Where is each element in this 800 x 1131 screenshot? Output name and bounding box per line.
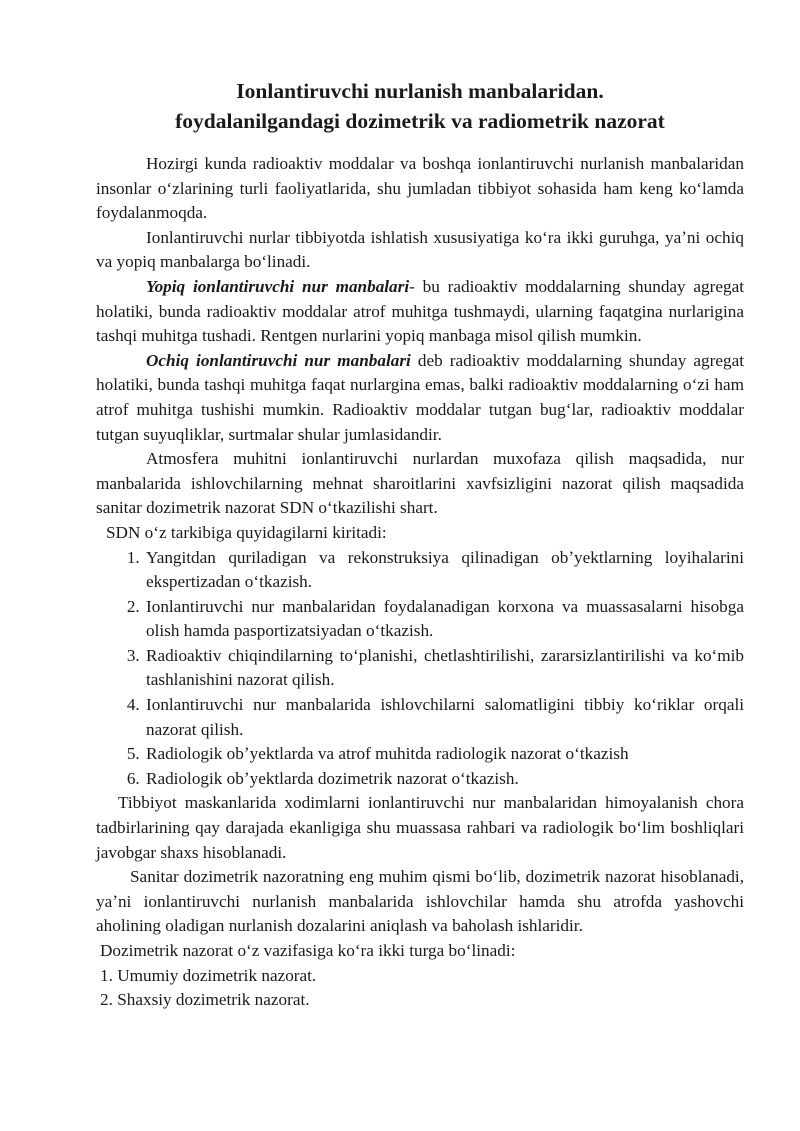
list-item: 2. Ionlantiruvchi nur manbalaridan foydalanadigan korxona va muassasalarni hisobga olish hamda pasportizatsiyadan oʻtkazish.: [144, 595, 744, 644]
control-type-item: 1. Umumiy dozimetrik nazorat.: [100, 965, 317, 985]
paragraph-closed-sources: [96, 275, 744, 349]
paragraph-responsibility: Tibbiyot maskanlarida xodimlarni ionlantiruvchi nur manbalaridan himoyalanish chora tadbirlarining qay darajada ekanligiga shu muassasa rahbari va radiologik boʻlim boshliqlari javobgar shaxs hisoblanadi.: [96, 793, 744, 862]
paragraph-open-sources: [96, 349, 744, 447]
title-line-2: foydalanilgandagi dozimetrik va radiometrik nazorat: [175, 109, 665, 133]
paragraph-classification: Ionlantiruvchi nurlar tibbiyotda ishlatish xususiyatiga koʻra ikki guruhga, yaʼni ochiq va yopiq manbalarga boʻlinadi.: [96, 227, 744, 272]
document-page: [96, 76, 744, 1013]
control-type-item: 2. Shaxsiy dozimetrik nazorat.: [100, 990, 310, 1010]
term-open-sources: Ochiq ionlantiruvchi nur manbalari: [146, 350, 411, 370]
definition-open-sources: deb radioaktiv moddalarning shunday agregat holatiki, bunda tashqi muhitga faqat nurlargina emas, balki radioaktiv moddalarning oʻzi ham atrof muhitga tushishi mumkin. Radioaktiv moddalar tutgan bugʻlar, radioaktiv moddalar tutgan suyuqliklar, surtmalar shular jumlasidandir.: [96, 350, 744, 444]
term-closed-sources: Yopiq ionlantiruvchi nur manbalari: [146, 276, 410, 296]
list-item: 1. Yangitdan quriladigan va rekonstruksiya qilinadigan obʼyektlarning loyihalarini ekspertizadan oʻtkazish.: [144, 546, 744, 595]
list-item: 4. Ionlantiruvchi nur manbalarida ishlovchilarni salomatligini tibbiy koʻriklar orqali nazorat qilish.: [144, 693, 744, 742]
paragraph-intro: Hozirgi kunda radioaktiv moddalar va boshqa ionlantiruvchi nurlanish manbalaridan insonlar oʻzlarining turli faoliyatlarida, shu jumladan tibbiyot sohasida ham keng koʻlamda foydalanmoqda.: [96, 154, 744, 223]
paragraph-control-types: Dozimetrik nazorat oʻz vazifasiga koʻra ikki turga boʻlinadi:: [100, 941, 516, 960]
sdn-list: [96, 546, 744, 792]
list-item: 3. Radioaktiv chiqindilarning toʻplanishi, chetlashtirilishi, zararsizlantirilishi va koʻmib tashlanishini nazorat qilish.: [144, 644, 744, 693]
list-item: 5. Radiologik obʼyektlarda va atrof muhitda radiologik nazorat oʻtkazish: [144, 742, 744, 767]
document-title: [96, 76, 744, 136]
list-item: 6. Radiologik obʼyektlarda dozimetrik nazorat oʻtkazish.: [144, 767, 744, 792]
paragraph-sdn-lead: SDN oʻz tarkibiga quyidagilarni kiritadi:: [106, 522, 387, 542]
definition-closed-sources: - bu radioaktiv moddalarning shunday agregat holatiki, bunda radioaktiv moddalar atrof muhitga tushmaydi, ularning faqatgina nurlarigina tashqi muhitga tushadi. Rentgen nurlarini yopiq manbaga misol qilish mumkin.: [96, 276, 744, 346]
paragraph-sdn: Atmosfera muhitni ionlantiruvchi nurlardan muxofaza qilish maqsadida, nur manbalarida ishlovchilarning mehnat sharoitlarini xavfsizligini nazorat qilish maqsadida sanitar dozimetrik nazorat SDN oʻtkazilishi shart.: [96, 449, 744, 518]
paragraph-dosimetric-control: Sanitar dozimetrik nazoratning eng muhim qismi boʻlib, dozimetrik nazorat hisoblanadi, yaʼni ionlantiruvchi nurlanish manbalarida ishlovchilar hamda shu atrofda yashovchi aholining oladigan nurlanish dozalarini aniqlash va baholash ishlaridir.: [96, 867, 744, 936]
title-line-1: Ionlantiruvchi nurlanish manbalaridan.: [236, 79, 604, 103]
